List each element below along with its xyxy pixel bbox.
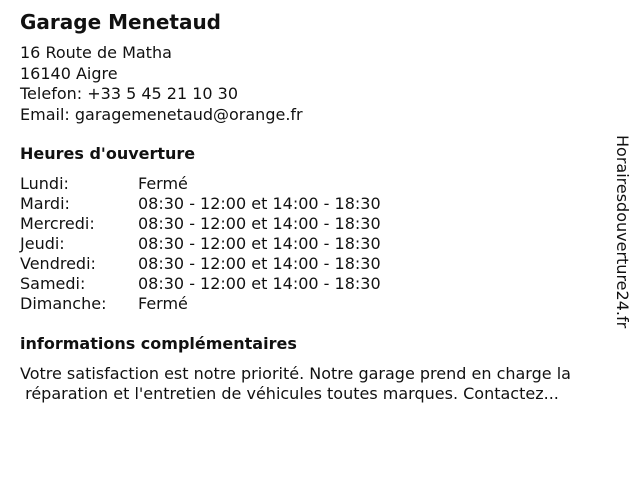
time-value: Fermé bbox=[138, 174, 188, 193]
time-value: 08:30 - 12:00 et 14:00 - 18:30 bbox=[138, 194, 381, 213]
description-line: Votre satisfaction est notre priorité. Notre garage prend en charge la bbox=[20, 364, 571, 383]
opening-hours-heading: Heures d'ouverture bbox=[20, 144, 196, 163]
email-address: Email: garagemenetaud@orange.fr bbox=[20, 104, 303, 124]
description-line: réparation et l'entretien de véhicules toutes marques. Contactez... bbox=[20, 384, 559, 403]
time-value: 08:30 - 12:00 et 14:00 - 18:30 bbox=[138, 274, 381, 293]
time-value: 08:30 - 12:00 et 14:00 - 18:30 bbox=[138, 254, 381, 273]
phone-number: Telefon: +33 5 45 21 10 30 bbox=[20, 84, 239, 103]
city-postcode: 16140 Aigre bbox=[20, 63, 118, 83]
address-block bbox=[20, 43, 303, 125]
day-label: Jeudi: bbox=[20, 234, 65, 253]
business-description bbox=[20, 364, 620, 404]
business-name: Garage Menetaud bbox=[20, 10, 221, 34]
time-value: Fermé bbox=[138, 294, 188, 313]
site-watermark: Horairesdouverture24.fr bbox=[613, 135, 632, 329]
day-label: Mardi: bbox=[20, 194, 70, 213]
day-label: Samedi: bbox=[20, 274, 86, 293]
time-value: 08:30 - 12:00 et 14:00 - 18:30 bbox=[138, 234, 381, 253]
day-label: Dimanche: bbox=[20, 294, 107, 313]
street-address: 16 Route de Matha bbox=[20, 43, 172, 62]
time-value: 08:30 - 12:00 et 14:00 - 18:30 bbox=[138, 214, 381, 233]
additional-info-heading: informations complémentaires bbox=[20, 334, 297, 353]
day-label: Mercredi: bbox=[20, 214, 95, 233]
day-label: Vendredi: bbox=[20, 254, 96, 273]
day-label: Lundi: bbox=[20, 174, 69, 193]
